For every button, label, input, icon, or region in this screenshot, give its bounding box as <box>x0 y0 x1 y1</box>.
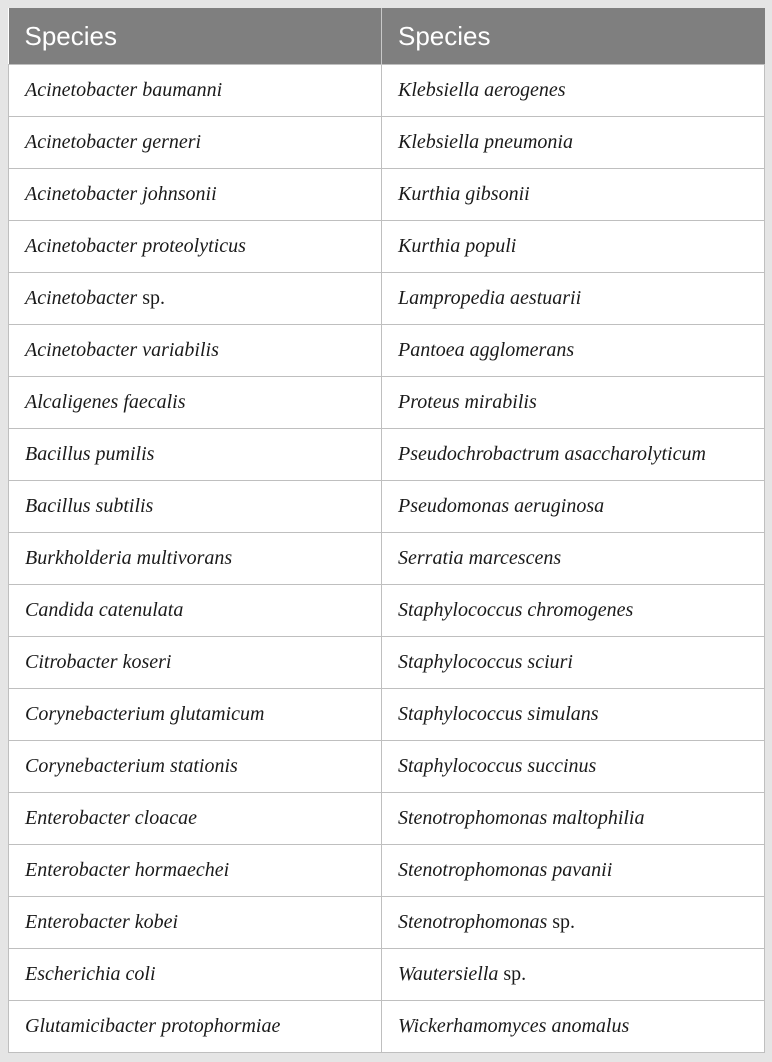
species-epithet: pneumonia <box>484 131 573 153</box>
table-body <box>9 65 765 1053</box>
species-genus: Proteus <box>398 391 460 413</box>
species-epithet: agglomerans <box>469 339 575 361</box>
species-genus: Wautersiella <box>398 963 499 985</box>
species-cell <box>382 585 765 637</box>
species-genus: Corynebacterium <box>25 755 165 777</box>
species-epithet: anomalus <box>551 1015 630 1037</box>
table-row <box>9 117 765 169</box>
table-row <box>9 533 765 585</box>
species-epithet: populi <box>465 235 517 257</box>
species-epithet: koseri <box>122 651 172 673</box>
species-epithet: chromogenes <box>527 599 634 621</box>
species-cell <box>382 377 765 429</box>
species-sp-abbrev: sp. <box>552 911 576 933</box>
table-row <box>9 949 765 1001</box>
column-header-species-left: Species <box>9 8 382 65</box>
species-genus: Enterobacter <box>25 859 130 881</box>
species-cell <box>9 429 382 481</box>
species-cell <box>382 689 765 741</box>
species-genus: Klebsiella <box>398 131 480 153</box>
species-cell <box>9 845 382 897</box>
species-genus: Acinetobacter <box>25 79 138 101</box>
table-row <box>9 585 765 637</box>
species-genus: Alcaligenes <box>25 391 119 413</box>
species-genus: Escherichia <box>25 963 121 985</box>
species-epithet: proteolyticus <box>142 235 246 257</box>
species-genus: Serratia <box>398 547 464 569</box>
table-row <box>9 377 765 429</box>
species-epithet: kobei <box>134 911 179 933</box>
species-cell <box>9 793 382 845</box>
species-cell <box>382 169 765 221</box>
species-genus: Klebsiella <box>398 79 480 101</box>
species-cell <box>382 221 765 273</box>
species-genus: Enterobacter <box>25 807 130 829</box>
species-epithet: variabilis <box>142 339 219 361</box>
species-epithet: aestuarii <box>510 287 582 309</box>
header-row <box>9 8 765 65</box>
species-cell <box>382 637 765 689</box>
column-header-species-right: Species <box>382 8 765 65</box>
species-cell <box>9 1001 382 1053</box>
species-genus: Citrobacter <box>25 651 118 673</box>
species-cell <box>9 325 382 377</box>
table-row <box>9 741 765 793</box>
table-row <box>9 65 765 117</box>
species-sp-abbrev: sp. <box>142 287 165 309</box>
species-genus: Wickerhamomyces <box>398 1015 547 1037</box>
species-genus: Staphylococcus <box>398 703 523 725</box>
species-cell <box>9 585 382 637</box>
species-epithet: stationis <box>169 755 238 777</box>
species-epithet: mirabilis <box>464 391 537 413</box>
species-genus: Corynebacterium <box>25 703 165 725</box>
species-epithet: coli <box>125 963 156 985</box>
table-row <box>9 169 765 221</box>
table-row <box>9 273 765 325</box>
species-cell <box>382 325 765 377</box>
species-epithet: multivorans <box>136 547 233 569</box>
species-genus: Acinetobacter <box>25 339 138 361</box>
species-genus: Candida <box>25 599 94 621</box>
species-genus: Kurthia <box>398 183 461 205</box>
species-epithet: aerogenes <box>484 79 566 101</box>
species-genus: Pantoea <box>398 339 465 361</box>
species-epithet: subtilis <box>95 495 154 517</box>
species-cell <box>382 429 765 481</box>
table-row <box>9 481 765 533</box>
table-row <box>9 897 765 949</box>
species-cell <box>9 221 382 273</box>
species-cell <box>382 481 765 533</box>
species-epithet: maltophilia <box>552 807 645 829</box>
species-cell <box>382 793 765 845</box>
species-epithet: glutamicum <box>169 703 265 725</box>
table-row <box>9 793 765 845</box>
species-epithet: catenulata <box>98 599 184 621</box>
species-cell <box>382 273 765 325</box>
table-row <box>9 845 765 897</box>
species-cell <box>9 481 382 533</box>
species-epithet: protophormiae <box>161 1015 281 1037</box>
species-genus: Stenotrophomonas <box>398 911 548 933</box>
species-genus: Acinetobacter <box>25 235 138 257</box>
species-cell <box>9 949 382 1001</box>
species-epithet: pavanii <box>552 859 613 881</box>
species-genus: Staphylococcus <box>398 599 523 621</box>
species-cell <box>382 1001 765 1053</box>
species-genus: Acinetobacter <box>25 287 138 309</box>
species-cell <box>382 949 765 1001</box>
species-genus: Stenotrophomonas <box>398 859 548 881</box>
species-cell <box>9 117 382 169</box>
table-row <box>9 1001 765 1053</box>
table-row <box>9 429 765 481</box>
species-genus: Pseudochrobactrum <box>398 443 560 465</box>
species-epithet: baumanni <box>142 79 223 101</box>
table-row <box>9 221 765 273</box>
species-cell <box>382 533 765 585</box>
species-cell <box>382 845 765 897</box>
species-epithet: hormaechei <box>134 859 230 881</box>
species-epithet: johnsonii <box>142 183 217 205</box>
species-genus: Bacillus <box>25 443 91 465</box>
species-cell <box>9 689 382 741</box>
species-epithet: succinus <box>527 755 597 777</box>
species-epithet: pumilis <box>95 443 155 465</box>
species-cell <box>382 741 765 793</box>
species-epithet: gerneri <box>142 131 202 153</box>
species-genus: Stenotrophomonas <box>398 807 548 829</box>
species-epithet: gibsonii <box>465 183 530 205</box>
species-sp-abbrev: sp. <box>503 963 527 985</box>
table-header <box>9 8 765 65</box>
species-epithet: simulans <box>527 703 599 725</box>
species-table <box>8 8 765 1053</box>
species-epithet: asaccharolyticum <box>564 443 706 465</box>
species-genus: Staphylococcus <box>398 651 523 673</box>
species-epithet: faecalis <box>123 391 186 413</box>
table-row <box>9 325 765 377</box>
species-cell <box>9 741 382 793</box>
species-epithet: cloacae <box>134 807 197 829</box>
species-epithet: sciuri <box>527 651 573 673</box>
species-epithet: marcescens <box>468 547 562 569</box>
species-epithet: aeruginosa <box>514 495 605 517</box>
species-cell <box>9 169 382 221</box>
species-genus: Lampropedia <box>398 287 506 309</box>
species-cell <box>382 897 765 949</box>
species-genus: Acinetobacter <box>25 183 138 205</box>
species-cell <box>9 377 382 429</box>
table-row <box>9 689 765 741</box>
species-cell <box>382 117 765 169</box>
species-cell <box>9 65 382 117</box>
species-genus: Staphylococcus <box>398 755 523 777</box>
species-cell <box>9 273 382 325</box>
species-cell <box>9 897 382 949</box>
species-genus: Enterobacter <box>25 911 130 933</box>
table-row <box>9 637 765 689</box>
species-genus: Kurthia <box>398 235 461 257</box>
species-genus: Bacillus <box>25 495 91 517</box>
species-genus: Burkholderia <box>25 547 132 569</box>
species-cell <box>382 65 765 117</box>
species-genus: Acinetobacter <box>25 131 138 153</box>
species-cell <box>9 533 382 585</box>
species-genus: Glutamicibacter <box>25 1015 157 1037</box>
species-cell <box>9 637 382 689</box>
species-genus: Pseudomonas <box>398 495 510 517</box>
